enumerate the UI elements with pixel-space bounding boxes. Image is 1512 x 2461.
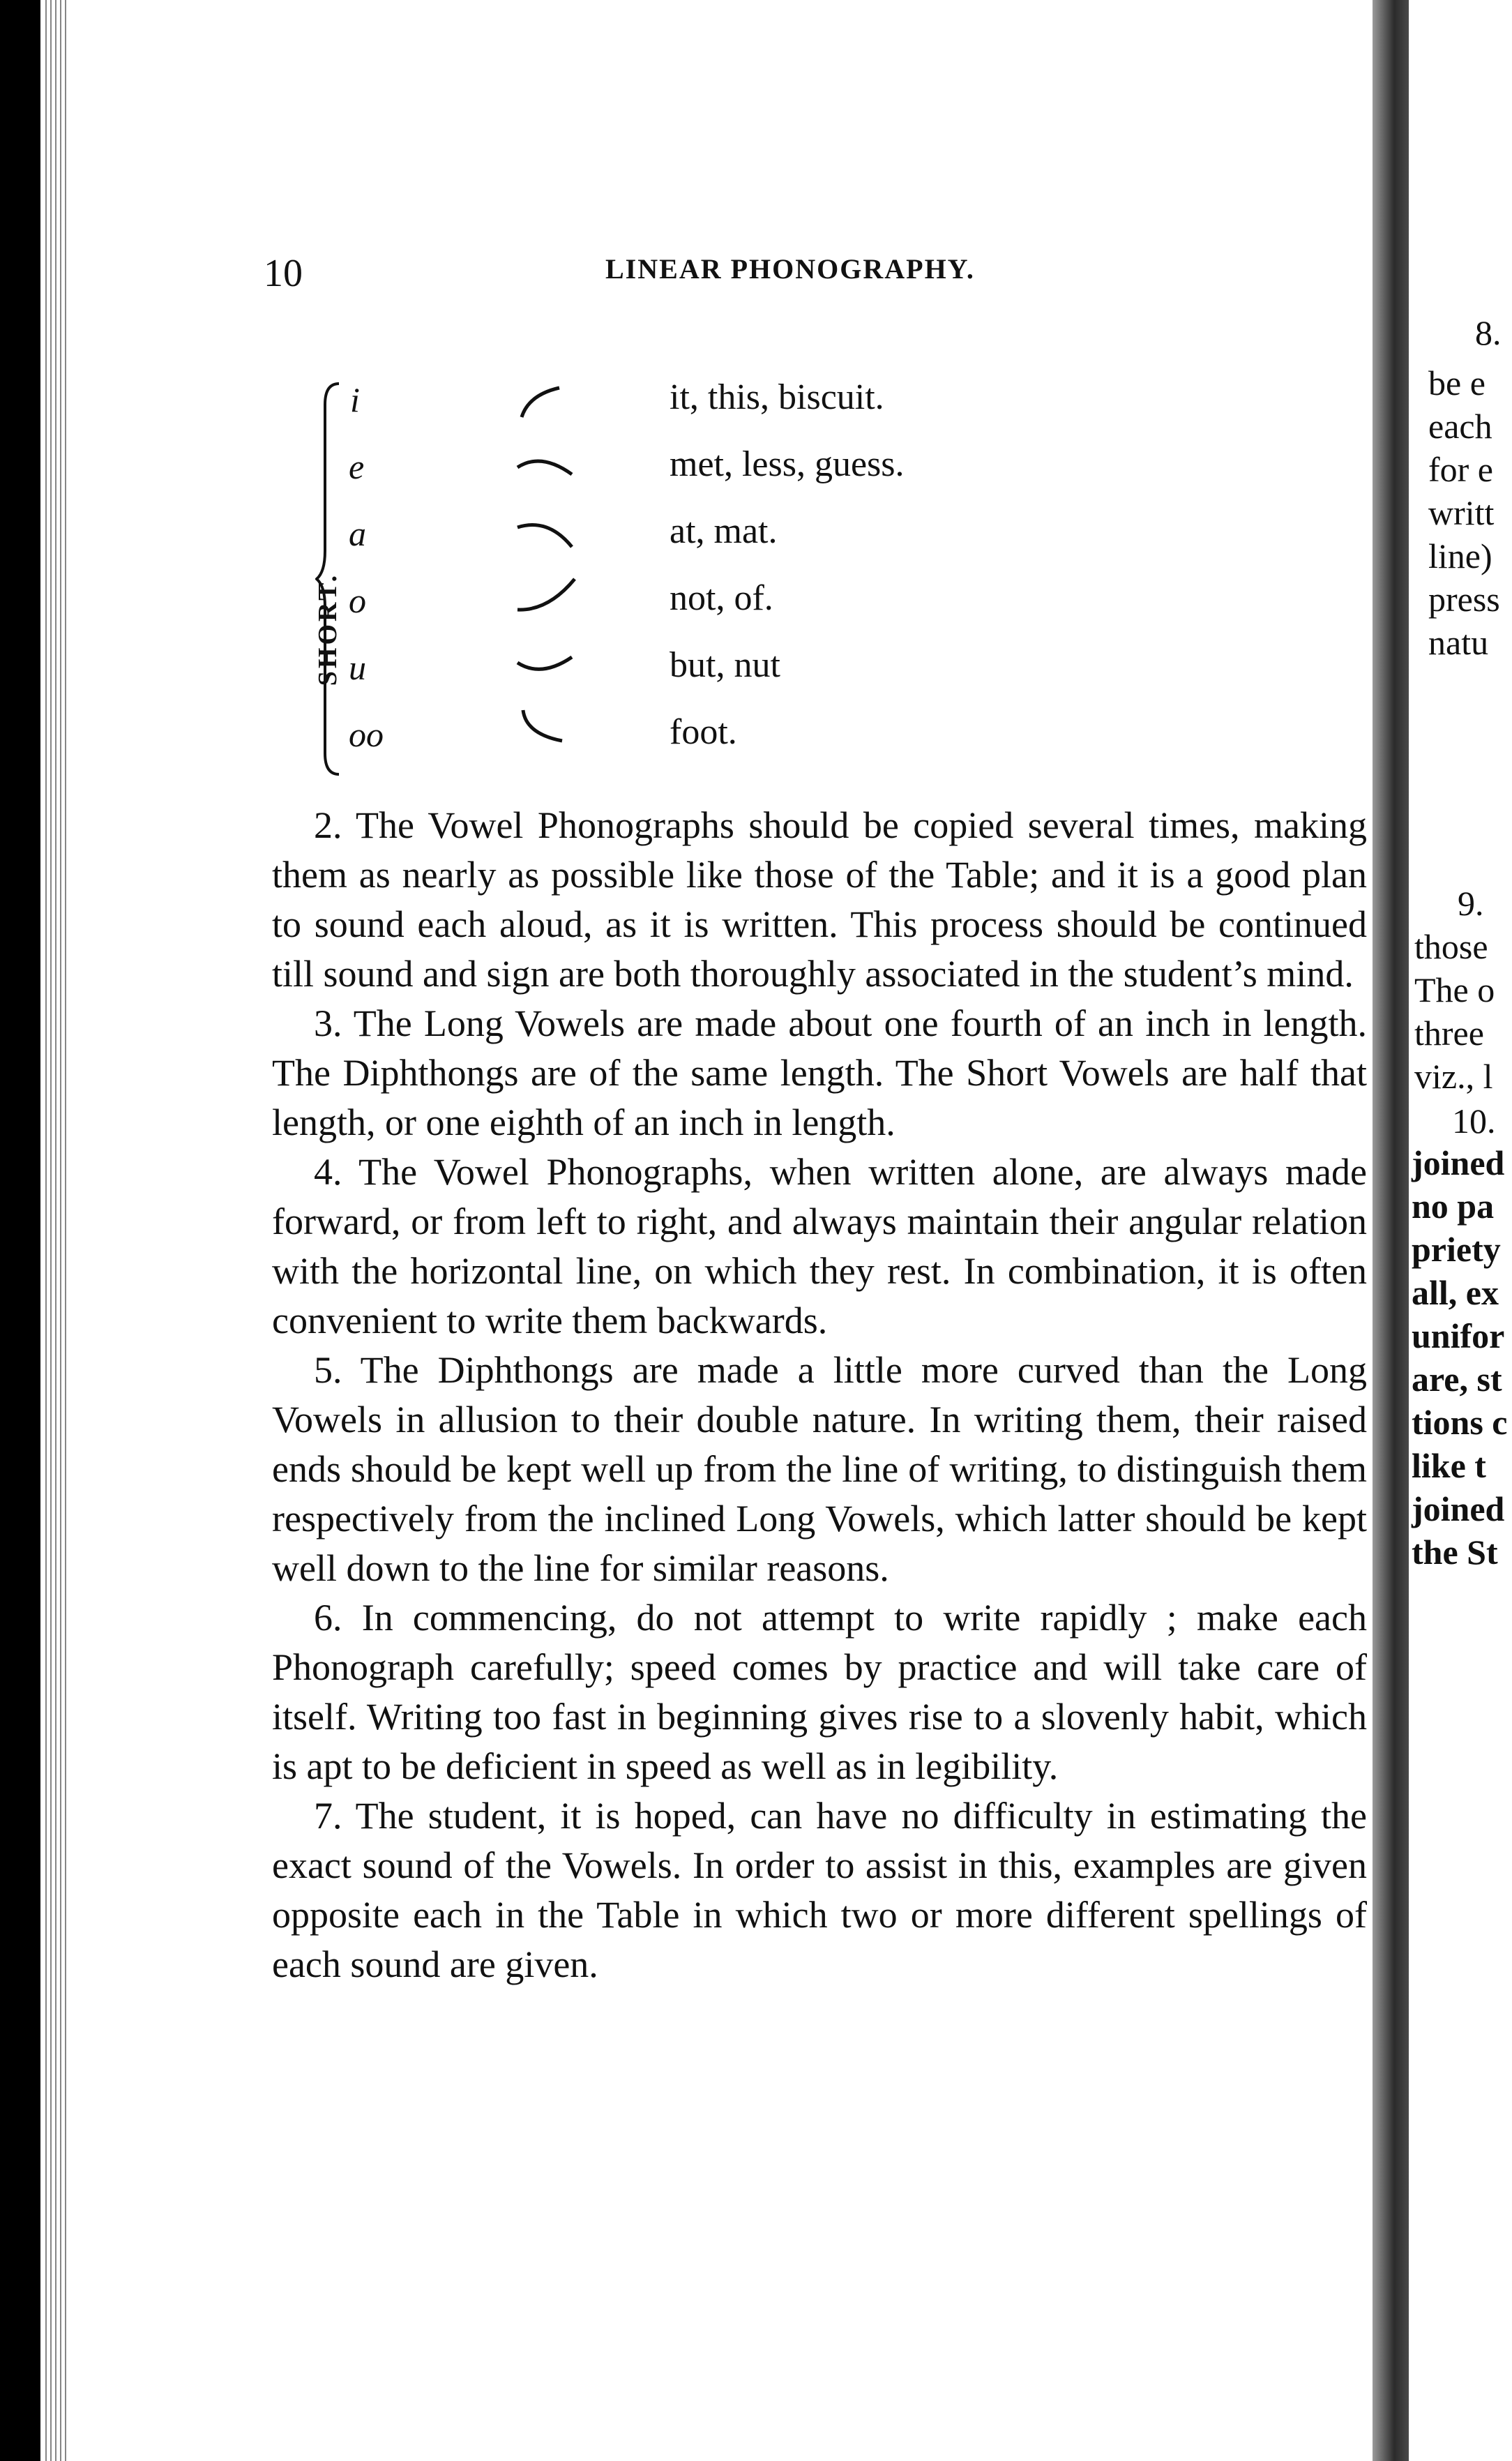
phonograph-e-glyph bbox=[513, 446, 583, 488]
facing-line: writt bbox=[1428, 493, 1495, 532]
vowel-letter-e: e bbox=[349, 447, 365, 486]
phonograph-i-glyph bbox=[516, 382, 586, 424]
facing-line: viz., l bbox=[1414, 1057, 1493, 1096]
body-text bbox=[272, 801, 1367, 1989]
example-e: met, less, guess. bbox=[670, 444, 905, 484]
phonograph-o-glyph bbox=[513, 576, 583, 618]
vowel-letter-u: u bbox=[349, 648, 366, 687]
scan-left-edge bbox=[0, 0, 40, 2461]
example-o: not, of. bbox=[670, 578, 773, 618]
facing-line: priety bbox=[1412, 1230, 1501, 1269]
binding-gutter bbox=[1373, 0, 1409, 2461]
facing-line: joined bbox=[1412, 1143, 1505, 1182]
facing-line: each bbox=[1428, 407, 1492, 446]
facing-line: tions c bbox=[1412, 1403, 1508, 1442]
facing-line: those bbox=[1414, 927, 1488, 966]
facing-line: three bbox=[1414, 1014, 1484, 1053]
paragraph-5: 5. The Diphthongs are made a little more curved than the Long Vowels in allusion to their double nature. In writing them, their raised ends should be kept well up from the line of writing, to distinguish them respectively from the inclined Long Vowels, which latter should be kept well down to the line for similar reasons. bbox=[272, 1349, 1367, 1589]
facing-line: natu bbox=[1428, 623, 1489, 662]
facing-line: 9. bbox=[1458, 884, 1484, 923]
phonograph-a-glyph bbox=[513, 513, 583, 555]
example-oo: foot. bbox=[670, 712, 737, 752]
facing-line: joined bbox=[1412, 1489, 1505, 1528]
paragraph-7: 7. The student, it is hoped, can have no difficulty in estimating the exact sound of the Vowels. In order to assist in this, examples are given opposite each in the Table in which two or more different spellings of each sound are given. bbox=[272, 1795, 1367, 1985]
phonograph-u-glyph bbox=[513, 642, 583, 684]
facing-line: 10. bbox=[1452, 1101, 1496, 1141]
paragraph-3: 3. The Long Vowels are made about one fourth of an inch in length. The Diphthongs are of the same length. The Short Vowels are half that length, or one eighth of an inch in length. bbox=[272, 1002, 1367, 1143]
facing-line: 8. bbox=[1475, 313, 1502, 352]
example-a: at, mat. bbox=[670, 511, 778, 551]
example-u: but, nut bbox=[670, 645, 780, 685]
facing-line: like t bbox=[1412, 1446, 1486, 1485]
example-i: it, this, biscuit. bbox=[670, 377, 884, 417]
phonograph-oo-glyph bbox=[513, 706, 583, 748]
facing-line: unifor bbox=[1412, 1316, 1505, 1355]
facing-line: no pa bbox=[1412, 1187, 1495, 1226]
facing-line: all, ex bbox=[1412, 1273, 1499, 1312]
table-brace bbox=[315, 377, 343, 781]
facing-line: press bbox=[1428, 580, 1500, 619]
facing-page-fragment bbox=[1409, 0, 1512, 2461]
facing-line: be e bbox=[1428, 363, 1485, 402]
facing-line: are, st bbox=[1412, 1360, 1502, 1399]
facing-line: The o bbox=[1414, 970, 1495, 1009]
paragraph-4: 4. The Vowel Phonographs, when written alone, are always made forward, or from left to right, and always maintain their angular relation with the horizontal line, on which they rest. In combination, it is often convenient to write them backwards. bbox=[272, 1151, 1367, 1341]
facing-line: the St bbox=[1412, 1533, 1498, 1572]
page-number: 10 bbox=[264, 252, 303, 295]
vowel-letter-o: o bbox=[349, 581, 366, 620]
vowel-letter-a: a bbox=[349, 514, 366, 553]
running-head: LINEAR PHONOGRAPHY. bbox=[605, 253, 975, 285]
page-stack-edges bbox=[42, 0, 70, 2461]
vowel-letter-i: i bbox=[350, 380, 360, 419]
vowel-letter-oo: oo bbox=[349, 715, 384, 754]
facing-line: line) bbox=[1428, 536, 1492, 575]
paragraph-6: 6. In commencing, do not attempt to write rapidly ; make each Phonograph carefully; speed comes by practice and will take care of itself. Writing too fast in beginning gives rise to a slovenly habit, which is apt to be deficient in speed as well as in legibility. bbox=[272, 1597, 1367, 1787]
short-vowels-label: SHORT. bbox=[313, 572, 342, 686]
paragraph-2: 2. The Vowel Phonographs should be copied several times, making them as nearly as possible like those of the Table; and it is a good plan to sound each aloud, as it is written. This process should be continued till sound and sign are both thoroughly associated in the student’s mind. bbox=[272, 804, 1367, 995]
facing-line: for e bbox=[1428, 450, 1493, 489]
